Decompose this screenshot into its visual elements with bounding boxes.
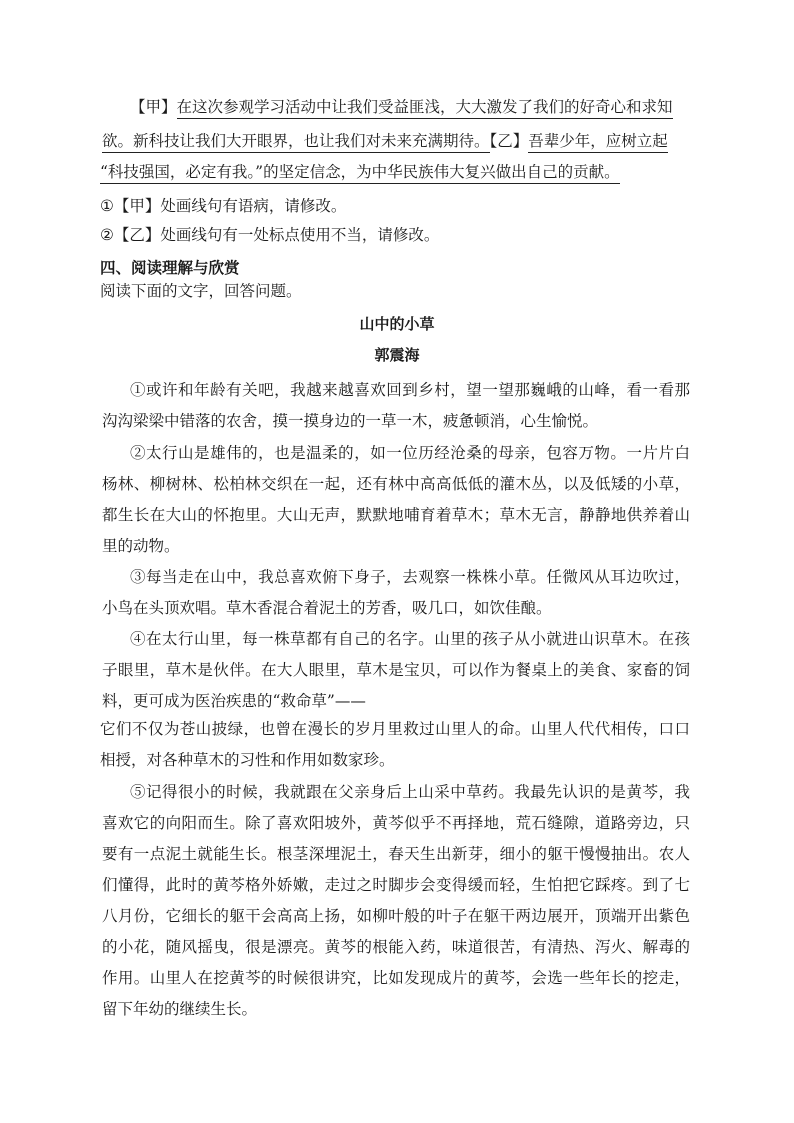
article-line: 里的动物。 [102,537,180,555]
article-line: 料，更可成为医治疾患的“救命草”—— [102,692,366,710]
article-line: 留下年幼的继续生长。 [102,1000,258,1018]
article-line: 要有一点泥土就能生长。根茎深埋泥土，春天生出新芽，细小的躯干慢慢抽出。农人 [102,845,690,863]
exercise-line-2 [102,131,690,151]
article-title: 山中的小草 [359,315,435,333]
question-1: ①【甲】处画线句有语病，请修改。 [100,197,347,215]
section-instruction: 阅读下面的文字，回答问题。 [100,282,302,300]
article-line: 子眼里，草木是伙伴。在大人眼里，草木是宝贝，可以作为餐桌上的美食、家畜的饲 [102,661,690,679]
article-line: 相授，对各种草木的习性和作用如数家珍。 [100,751,395,769]
underlined-sentence-jia: 在这次参观学习活动中让我们受益匪浅，大大激发了我们的好奇心和求知 [177,98,673,119]
article-line: ④在太行山里，每一株草都有自己的名字。山里的孩子从小就进山识草木。在孩 [130,630,690,648]
underlined-sentence-jia-end: 欲。新科技让我们大开眼界，也让我们对未来充满期待。 [102,132,490,153]
article-line: ①或许和年龄有关吧，我越来越喜欢回到乡村，望一望那巍峨的山峰，看一看那 [130,381,690,399]
article-line: 沟沟梁梁中错落的农舍，摸一摸身边的一草一木，疲惫顿消，心生愉悦。 [102,412,599,430]
label-yi: 【乙】 [489,132,529,150]
exercise-line-1 [130,97,690,117]
article-line: ⑤记得很小的时候，我就跟在父亲身后上山采中草药。我最先认识的是黄芩，我 [130,783,690,801]
article-line: 的小花，随风摇曳，很是漂亮。黄芩的根能入药，味道很苦，有清热、泻火、解毒的 [102,938,690,956]
exercise-line-3 [100,162,690,182]
underlined-sentence-yi-end: “科技强国，必定有我。”的坚定信念，为中华民族伟大复兴做出自己的贡献。 [100,163,620,184]
article-line: 作用。山里人在挖黄芩的时候很讲究，比如发现成片的黄芩，会选一些年长的挖走， [102,969,690,987]
underlined-sentence-yi: 吾辈少年，应树立起 [528,132,668,153]
article-line: ②太行山是雄伟的，也是温柔的，如一位历经沧桑的母亲，包容万物。一片片白 [130,444,690,462]
section-heading: 四、阅读理解与欣赏 [100,259,240,277]
question-2: ②【乙】处画线句有一处标点使用不当，请修改。 [100,226,440,244]
article-line: 们懂得，此时的黄芩格外娇嫩，走过之时脚步会变得缓而轻，生怕把它踩疼。到了七 [102,876,690,894]
article-line: ③每当走在山中，我总喜欢俯下身子，去观察一株株小草。任微风从耳边吹过， [130,568,690,586]
article-line: 它们不仅为苍山披绿，也曾在漫长的岁月里救过山里人的命。山里人代代相传，口口 [100,720,690,738]
article-line: 都生长在大山的怀抱里。大山无声，默默地哺育着草木；草木无言，静静地供养着山 [102,506,690,524]
label-jia: 【甲】 [130,98,177,116]
article-line: 杨林、柳树林、松柏林交织在一起，还有林中高高低低的灌木丛，以及低矮的小草， [102,475,690,493]
article-line: 喜欢它的向阳而生。除了喜欢阳坡外，黄芩似乎不再择地，荒石缝隙，道路旁边，只 [102,814,690,832]
article-line: 小鸟在头顶欢唱。草木香混合着泥土的芳香，吸几口，如饮佳酿。 [102,599,552,617]
article-line: 八月份，它细长的躯干会高高上扬，如柳叶般的叶子在躯干两边展开，顶端开出紫色 [102,907,690,925]
article-author: 郭震海 [374,346,420,364]
